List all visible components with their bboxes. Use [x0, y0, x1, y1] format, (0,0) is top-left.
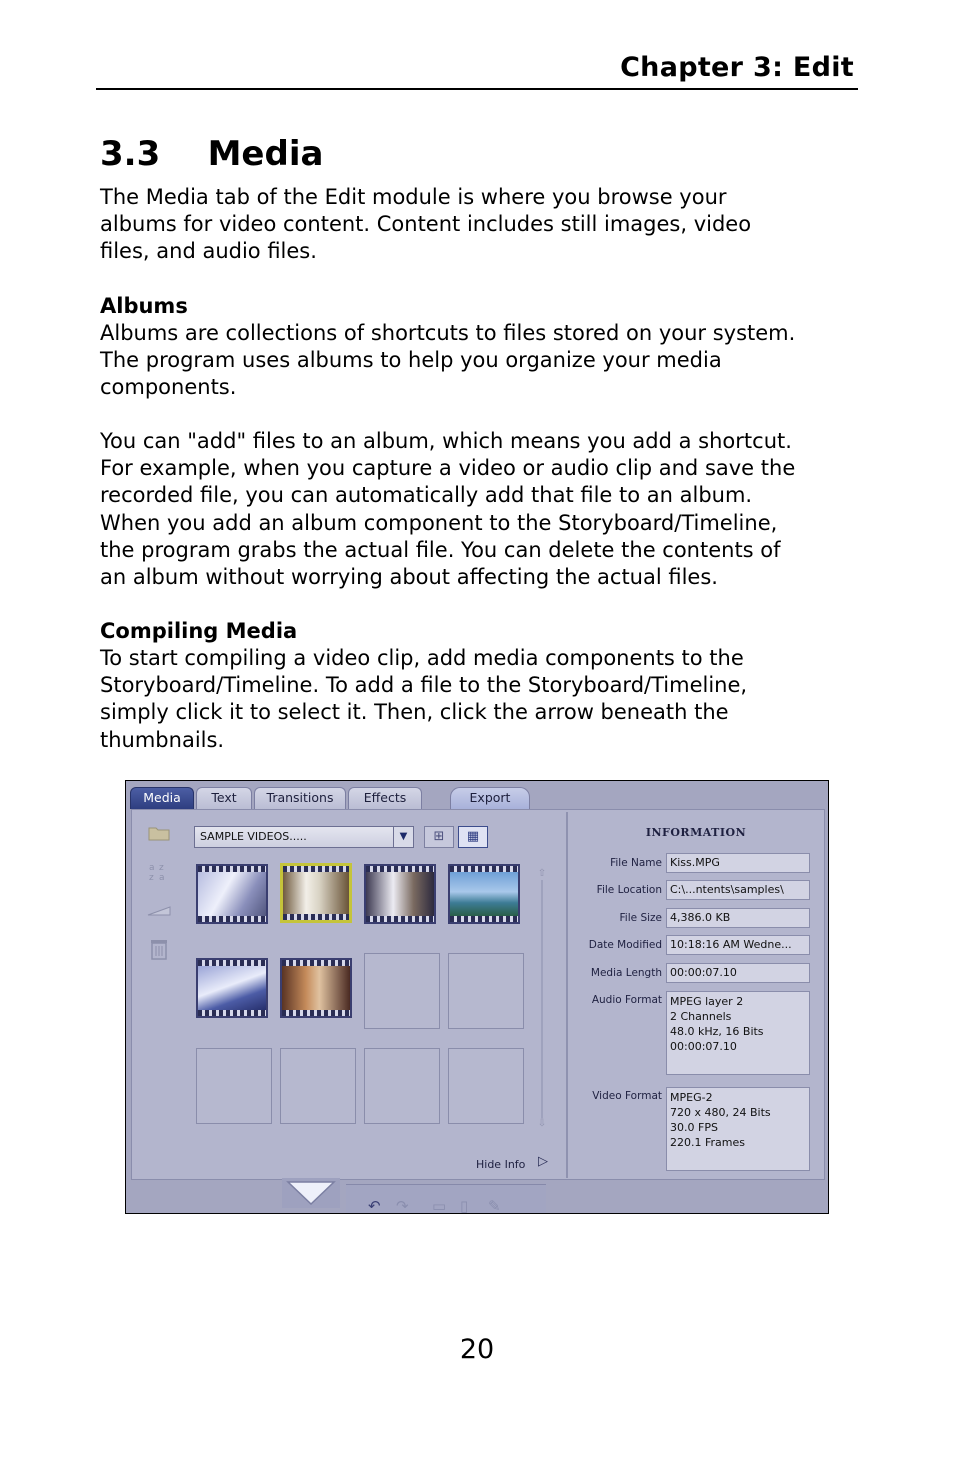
date-modified-label: Date Modified	[588, 939, 662, 951]
media-panel-screenshot	[125, 780, 829, 1214]
audio-format-value	[666, 991, 810, 1075]
video-format-value	[666, 1087, 810, 1171]
chapter-title: Chapter 3: Edit	[620, 52, 854, 83]
scroll-down-icon[interactable]: ⇩	[537, 1118, 547, 1129]
video-format-line: 720 x 480, 24 Bits	[670, 1106, 771, 1119]
chevron-down-icon[interactable]: ▼	[393, 827, 413, 847]
media-length-value: 00:00:07.10	[666, 963, 810, 983]
thumbnail-clip[interactable]	[448, 864, 520, 924]
information-panel	[566, 812, 822, 1178]
section-name: Media	[207, 134, 324, 174]
video-format-line: 220.1 Frames	[670, 1136, 745, 1149]
tab-transitions[interactable]: Transitions	[254, 787, 346, 809]
text-line: the program grabs the actual file. You can delete the contents of	[100, 537, 781, 562]
thumbnail-clip[interactable]	[196, 958, 268, 1018]
video-format-line: MPEG-2	[670, 1091, 713, 1104]
text-line: The program uses albums to help you organize your media	[100, 348, 722, 373]
date-modified-value: 10:18:16 AM Wedne...	[666, 935, 810, 955]
file-name-value: Kiss.MPG	[666, 853, 810, 873]
scroll-up-icon[interactable]: ⇧	[537, 868, 547, 879]
albums-heading: Albums	[100, 294, 188, 318]
tab-media[interactable]: Media	[130, 787, 194, 809]
text-line: an album without worrying about affecting the actual files.	[100, 565, 718, 590]
thumbnail-empty-slot	[364, 953, 440, 1029]
bottom-toolbar	[126, 1178, 828, 1214]
thumbnail-empty-slot	[364, 1048, 440, 1124]
thumbnail-empty-slot	[280, 1048, 356, 1124]
thumbnail-clip[interactable]	[280, 958, 352, 1018]
text-line: To start compiling a video clip, add media components to the	[100, 646, 744, 670]
text-line: albums for video content. Content includes still images, video	[100, 212, 752, 237]
albums-paragraph-1	[100, 320, 860, 402]
trash-icon[interactable]: ▯	[460, 1197, 469, 1214]
section-title	[100, 134, 323, 174]
redo-icon[interactable]: ↷	[396, 1197, 409, 1214]
album-tools	[140, 818, 178, 994]
audio-format-line: MPEG layer 2	[670, 995, 744, 1008]
chevron-right-icon[interactable]: ▷	[538, 1154, 548, 1169]
media-library	[131, 809, 825, 1180]
hide-info-button[interactable]: Hide Info	[476, 1158, 526, 1171]
information-title: INFORMATION	[645, 826, 747, 839]
page-number: 20	[459, 1334, 495, 1365]
text-line: components.	[100, 375, 237, 400]
text-line: files, and audio files.	[100, 239, 317, 264]
audio-format-line: 2 Channels	[670, 1010, 732, 1023]
audio-format-line: 48.0 kHz, 16 Bits	[670, 1025, 764, 1038]
text-line: simply click it to select it. Then, click the arrow beneath the	[100, 700, 729, 725]
file-name-label: File Name	[610, 857, 662, 869]
file-location-label: File Location	[596, 884, 662, 896]
grid-small-icon[interactable]: ▦	[458, 826, 488, 848]
compiling-paragraph	[100, 645, 860, 754]
file-size-value: 4,386.0 KB	[666, 908, 810, 928]
video-format-line: 30.0 FPS	[670, 1121, 718, 1134]
tab-effects[interactable]: Effects	[348, 787, 422, 809]
split-icon[interactable]: ▭	[432, 1197, 447, 1214]
pencil-icon[interactable]: ✎	[488, 1197, 501, 1214]
add-to-storyboard-icon[interactable]	[282, 1178, 340, 1208]
svg-text:z: z	[159, 863, 164, 873]
svg-text:a: a	[149, 863, 155, 873]
folder-icon[interactable]	[144, 818, 174, 848]
thumbnail-empty-slot	[196, 1048, 272, 1124]
chapter-header	[96, 50, 858, 90]
intro-paragraph	[100, 184, 860, 266]
text-line: Albums are collections of shortcuts to files stored on your system.	[100, 321, 796, 345]
svg-text:a: a	[159, 873, 165, 882]
file-size-label: File Size	[619, 912, 662, 924]
tab-export[interactable]: Export	[450, 787, 530, 809]
thumbnail-clip[interactable]	[364, 864, 436, 924]
text-line: You can "add" files to an album, which means you add a shortcut.	[100, 429, 792, 453]
undo-icon[interactable]: ↶	[368, 1197, 381, 1214]
thumbnail-empty-slot	[448, 1048, 524, 1124]
text-line: recorded file, you can automatically add that file to an album.	[100, 483, 753, 508]
text-line: The Media tab of the Edit module is where you browse your	[100, 185, 727, 209]
text-line: When you add an album component to the Storyboard/Timeline,	[100, 510, 778, 535]
text-line: thumbnails.	[100, 727, 225, 752]
text-line: For example, when you capture a video or audio clip and save the	[100, 456, 796, 481]
grid-large-icon[interactable]: ⊞	[424, 826, 454, 848]
album-select-value: SAMPLE VIDEOS.....	[200, 830, 307, 843]
album-select[interactable]	[194, 826, 414, 848]
clip-tools	[346, 1184, 546, 1214]
thumbnail-empty-slot	[448, 953, 524, 1029]
thumbnail-clip-selected[interactable]	[280, 863, 352, 923]
svg-text:z: z	[149, 873, 154, 882]
file-location-value: C:\...ntents\samples\	[666, 880, 810, 900]
albums-paragraph-2	[100, 428, 860, 591]
compiling-heading: Compiling Media	[100, 619, 298, 643]
audio-format-label: Audio Format	[591, 994, 662, 1006]
tab-bar	[126, 781, 828, 811]
rename-icon[interactable]	[144, 896, 174, 926]
media-length-label: Media Length	[590, 967, 662, 979]
section-number: 3.3	[100, 134, 161, 174]
trash-icon[interactable]	[144, 934, 174, 964]
video-format-label: Video Format	[592, 1090, 662, 1102]
thumbnail-clip[interactable]	[196, 864, 268, 924]
thumbnail-scrollbar[interactable]	[536, 868, 548, 1130]
sort-icon[interactable]	[144, 856, 174, 886]
tab-text[interactable]: Text	[196, 787, 252, 809]
audio-format-line: 00:00:07.10	[670, 1040, 737, 1053]
text-line: Storyboard/Timeline. To add a file to the Storyboard/Timeline,	[100, 673, 748, 698]
